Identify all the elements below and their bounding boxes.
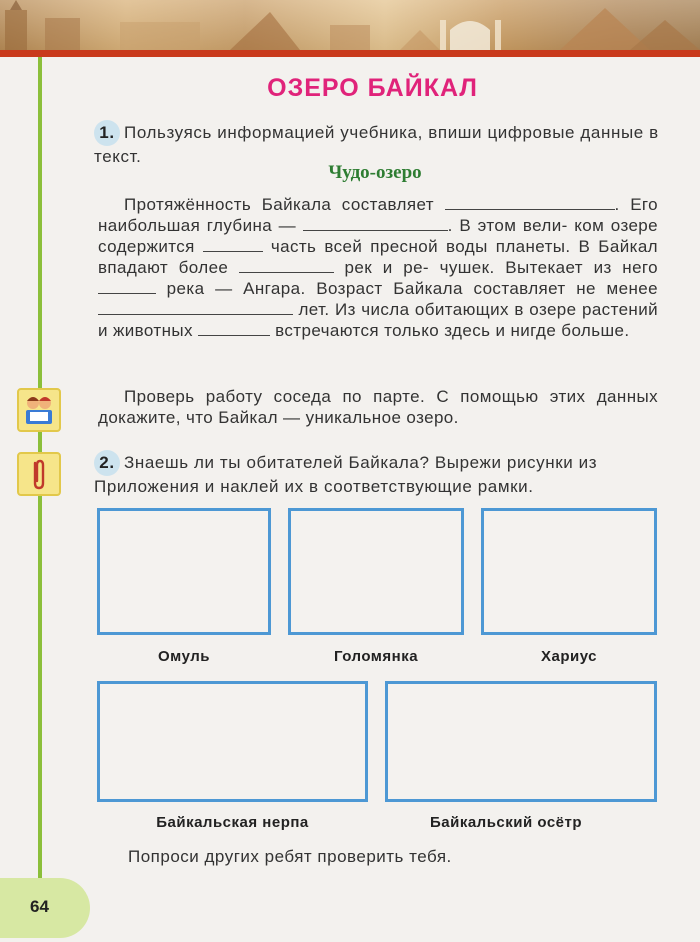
- pair-work-icon: [17, 388, 61, 432]
- caption-osetr: Байкальский осётр: [429, 814, 583, 831]
- frame-osetr[interactable]: [385, 681, 657, 802]
- story-subheading: Чудо-озеро: [328, 162, 422, 183]
- banner-divider: [0, 50, 700, 57]
- blank-water-share[interactable]: [203, 237, 263, 252]
- caption-omul: Омуль: [158, 648, 210, 665]
- page-number: 64: [30, 897, 49, 916]
- frame-kharius[interactable]: [481, 508, 657, 635]
- paperclip-icon: [17, 452, 61, 496]
- caption-nerpa: Байкальская нерпа: [156, 814, 309, 831]
- caption-golomyanka: Голомянка: [333, 648, 419, 665]
- task-2-instruction: [94, 450, 664, 498]
- fill-in-text: Протяжённость Байкала составляет . Его наибольшая глубина — . В этом вели- ком озере содержится часть всей пресной воды планеты. В Байкал впадают более рек и ре- чушек. Вытекает из него река — Ангара. Возраст Байкала составляет не менее лет. Из числа обитающих в озере растений и животных встречаются только здесь и нигде больше.: [98, 195, 659, 340]
- task-2-text: Знаешь ли ты обитателей Байкала? Вырежи рисунки из Приложения и наклей их в соответствующие рамки.: [94, 453, 598, 496]
- header-banner: [0, 0, 700, 50]
- task-1-instruction: [94, 120, 664, 168]
- blank-age[interactable]: [98, 300, 293, 315]
- frame-omul[interactable]: [97, 508, 271, 635]
- blank-rivers[interactable]: [239, 258, 334, 273]
- landmarks-illustration: [0, 0, 700, 50]
- peer-check-text: Проверь работу соседа по парте. С помощью этих данных докажите, что Байкал — уникальное озеро.: [98, 387, 658, 427]
- task-2-number: 2.: [94, 450, 120, 476]
- page-title: ОЗЕРО БАЙКАЛ: [267, 74, 478, 102]
- blank-endemics[interactable]: [198, 321, 270, 336]
- frame-golomyanka[interactable]: [288, 508, 464, 635]
- blank-outflow[interactable]: [98, 279, 156, 294]
- frame-nerpa[interactable]: [97, 681, 368, 802]
- task-1-number: 1.: [94, 120, 120, 146]
- blank-depth[interactable]: [303, 216, 448, 231]
- blank-length[interactable]: [445, 195, 615, 210]
- footer-instruction: Попроси других ребят проверить тебя.: [128, 847, 452, 866]
- task-1-text: Пользуясь информацией учебника, впиши цифровые данные в текст.: [94, 123, 659, 166]
- caption-kharius: Хариус: [540, 648, 598, 665]
